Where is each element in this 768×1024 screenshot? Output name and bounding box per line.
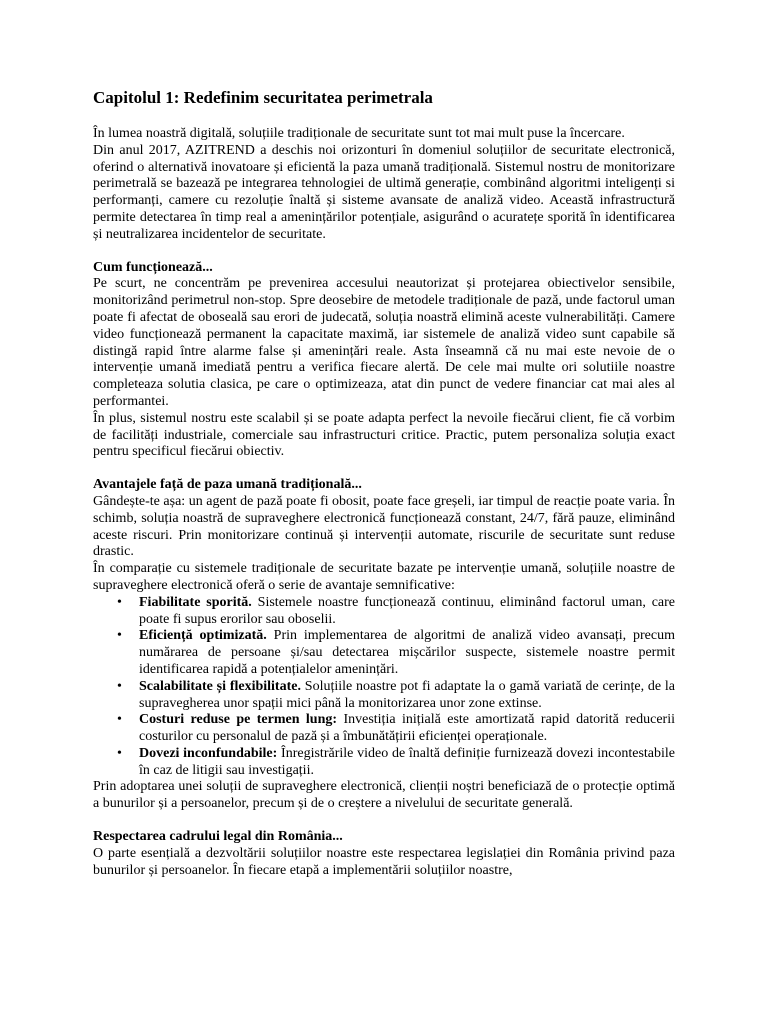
list-item bbox=[139, 628, 675, 678]
spacer bbox=[93, 244, 675, 260]
advantages-list bbox=[93, 595, 675, 780]
how-it-works-paragraph-2: În plus, sistemul nostru este scalabil și se poate adapta perfect la nevoile fiecărui client, fie că vorbim de facilități industriale, comerciale sau infrastructuri critice. Practic, putem personaliza soluția exact pentru specificul fiecărui obiectiv. bbox=[93, 410, 675, 460]
section-heading-advantages: Avantajele față de paza umană tradițională... bbox=[93, 477, 362, 493]
list-item-term: Scalabilitate și flexibilitate. bbox=[139, 678, 301, 694]
advantages-paragraph-2: În comparație cu sistemele tradiționale de securitate bazate pe intervenție umană, soluțiile noastre de supraveghere electronică oferă o serie de avantaje semnificative: bbox=[93, 561, 675, 593]
advantages-paragraph-3: Prin adoptarea unei soluții de supraveghere electronică, clienții noștri beneficiază de o protecție optimă a bunurilor și a persoanelor, precum și de o creștere a nivelului de securitate generală. bbox=[93, 779, 675, 812]
intro-paragraph-2: Din anul 2017, AZITREND a deschis noi orizonturi în domeniul soluțiilor de securitate electronică, oferind o alternativă inovatoare și eficientă la paza umană tradițională. Sistemul nostru de monitorizare perimetrală se bazează pe integrarea tehnologiei de ultimă generație, combinând algoritmi inteligenți si performanți, camere cu rezoluție înaltă și sisteme avansate de analiză video. Această infrastructură permite detectarea în timp real a amenințărilor potențiale, asigurând o acuratețe sporită în identificarea și neutralizarea incidentelor de securitate. bbox=[93, 142, 675, 242]
list-item bbox=[139, 595, 675, 629]
list-item bbox=[139, 712, 675, 746]
spacer bbox=[93, 461, 675, 477]
list-item-text: Soluțiile noastre pot fi adaptate la o gamă variată de cerințe, de la supravegherea unor spații mici până la monitorizarea unor zone extinse. bbox=[139, 678, 675, 711]
list-item-term: Fiabilitate sporită. bbox=[139, 594, 252, 610]
list-item bbox=[139, 746, 675, 780]
list-item bbox=[139, 679, 675, 713]
advantages-paragraph-1: Gândește-te așa: un agent de pază poate fi obosit, poate face greșeli, iar timpul de reacție poate varia. În schimb, soluția noastră de supraveghere electronică funcționează constant, 24/7, fără pauze, eliminând aceste riscuri. Prin monitorizare continuă și intervenții automate, riscurile de securitate sunt reduse drastic. bbox=[93, 493, 675, 560]
list-item-text: Investiția inițială este amortizată rapid datorită reducerii costurilor cu personalul de pază și a îmbunătățirii eficienței operaționale. bbox=[139, 712, 675, 745]
list-item-term: Eficiență optimizată. bbox=[139, 628, 267, 644]
section-heading-legal: Respectarea cadrului legal din România... bbox=[93, 829, 343, 845]
intro-paragraph-1: În lumea noastră digitală, soluțiile tradiționale de securitate sunt tot mai mult puse la încercare. bbox=[93, 126, 625, 141]
list-item-text: Prin implementarea de algoritmi de analiză video avansați, precum numărarea de persoane și/sau detectarea mișcărilor suspecte, sistemele noastre permit identificarea rapidă a potențialelor amenințări. bbox=[139, 628, 676, 677]
chapter-title: Capitolul 1: Redefinim securitatea perimetrala bbox=[93, 88, 433, 107]
how-it-works-paragraph-1: Pe scurt, ne concentrăm pe prevenirea accesului neautorizat și protejarea obiectivelor sensibile, monitorizând perimetrul non-stop. Spre deosebire de metodele tradiționale de pază, unde factorul uman poate fi afectat de oboseală sau erori de judecată, soluția noastră elimină aceste vulnerabilități. Camere video funcționează permanent la capacitate maximă, iar sistemele de analiză video sunt capabile să distingă rapid între alarme false și amenințări reale. Asta înseamnă că nu mai este nevoie de o intervenție umană imediată pentru a verifica fiecare alertă. De cele mai multe ori solutiile noastre completeaza solutia clasica, pe care o optimizeaza, atat din punct de vedere financiar cat mai ales al performantei. bbox=[93, 276, 675, 409]
legal-paragraph-1: O parte esențială a dezvoltării soluțiilor noastre este respectarea legislației din România privind paza bunurilor și persoanelor. În fiecare etapă a implementării soluțiilor noastre, bbox=[93, 845, 675, 878]
list-item-term: Costuri reduse pe termen lung: bbox=[139, 712, 338, 728]
list-item-text: Sistemele noastre funcționează continuu, eliminând factorul uman, care poate fi supus erorilor sau oboselii. bbox=[139, 594, 676, 627]
section-heading-how-it-works: Cum funcționează... bbox=[93, 259, 213, 275]
spacer bbox=[93, 813, 675, 829]
list-item-text: Înregistrările video de înaltă definiție furnizează dovezi incontestabile în caz de litigii sau investigații. bbox=[139, 745, 675, 778]
list-item-term: Dovezi inconfundabile: bbox=[139, 745, 278, 761]
